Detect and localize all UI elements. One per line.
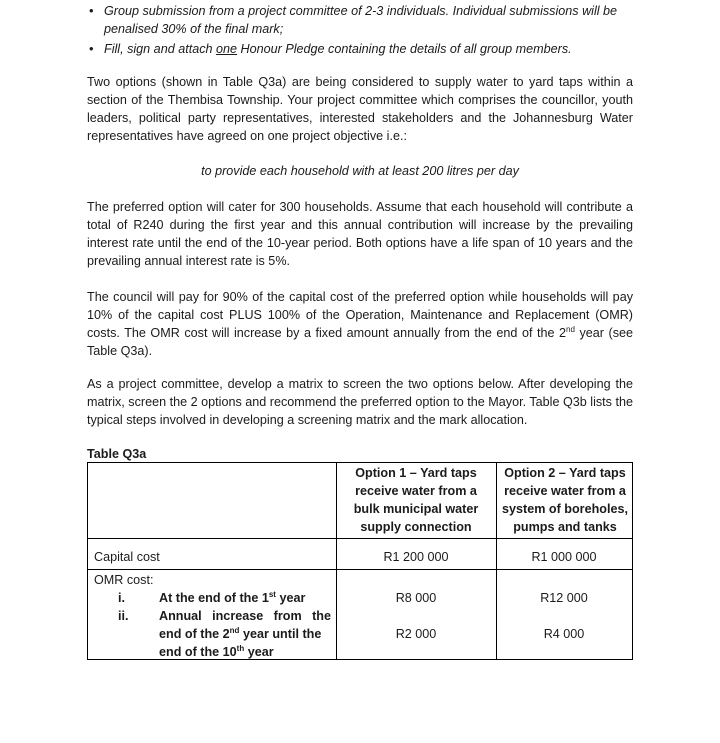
project-objective: to provide each household with at least 200 litres per day <box>201 164 519 178</box>
table-q3a <box>87 462 633 660</box>
omr-item-1-label: At the end of the 1st year <box>159 589 306 605</box>
submission-bullets <box>87 2 633 58</box>
paragraph-preferred-option: The preferred option will cater for 300 households. Assume that each household will contribute a total of R240 during the first year and this annual contribution will increase by the prevailing interest rate until the end of the 10-year period. Both options have a life span of 10 years and the prevailing annual interest rate is 5%. <box>87 200 633 268</box>
omr-item-2-number: ii. <box>118 609 129 623</box>
capital-cost-option-1: R1 200 000 <box>383 550 449 564</box>
capital-cost-option-2: R1 000 000 <box>531 550 597 564</box>
omr-item-1-option-2: R12 000 <box>540 591 588 605</box>
omr-item-2-option-1: R2 000 <box>395 627 437 641</box>
row-label-capital-cost: Capital cost <box>94 550 160 564</box>
header-option-2: Option 2 – Yard taps receive water from a system of boreholes, pumps and tanks <box>502 466 628 534</box>
omr-item-2-label: Annual increase from the end of the 2nd year until the end of the 10th year <box>159 609 331 659</box>
paragraph-council-payment: The council will pay for 90% of the capital cost of the preferred option while households will pay 10% of the capital cost PLUS 100% of the Operation, Maintenance and Replacement (OMR) costs. The OMR cost will increase by a fixed amount annually from the end of the 2nd year (see Table Q3a). <box>87 290 634 358</box>
underlined-one: one <box>216 42 238 56</box>
bullet-honour-pledge: • Fill, sign and attach one Honour Pledge containing the details of all group members. <box>87 40 633 58</box>
bullet-group-submission: • Group submission from a project committee of 2-3 individuals. Individual submissions will be penalised 30% of the final mark; <box>87 2 633 38</box>
omr-item-1-number: i. <box>118 591 125 605</box>
omr-item-1-option-1: R8 000 <box>395 591 437 605</box>
paragraph-matrix-task: As a project committee, develop a matrix to screen the two options below. After developing the matrix, screen the 2 options and recommend the preferred option to the Mayor. Table Q3b lists the typical steps involved in developing a screening matrix and the mark allocation. <box>87 377 633 427</box>
row-label-omr-cost: OMR cost: <box>94 573 154 587</box>
header-option-1: Option 1 – Yard taps receive water from a bulk municipal water supply connection <box>353 466 479 534</box>
omr-item-2-option-2: R4 000 <box>543 627 585 641</box>
table-caption: Table Q3a <box>87 447 147 461</box>
paragraph-options-intro: Two options (shown in Table Q3a) are being considered to supply water to yard taps within a section of the Thembisa Township. Your project committee which comprises the councillor, youth leaders, political party representatives, interested stakeholders and the Johannesburg Water representatives have agreed on one project objective i.e.: <box>87 75 633 143</box>
